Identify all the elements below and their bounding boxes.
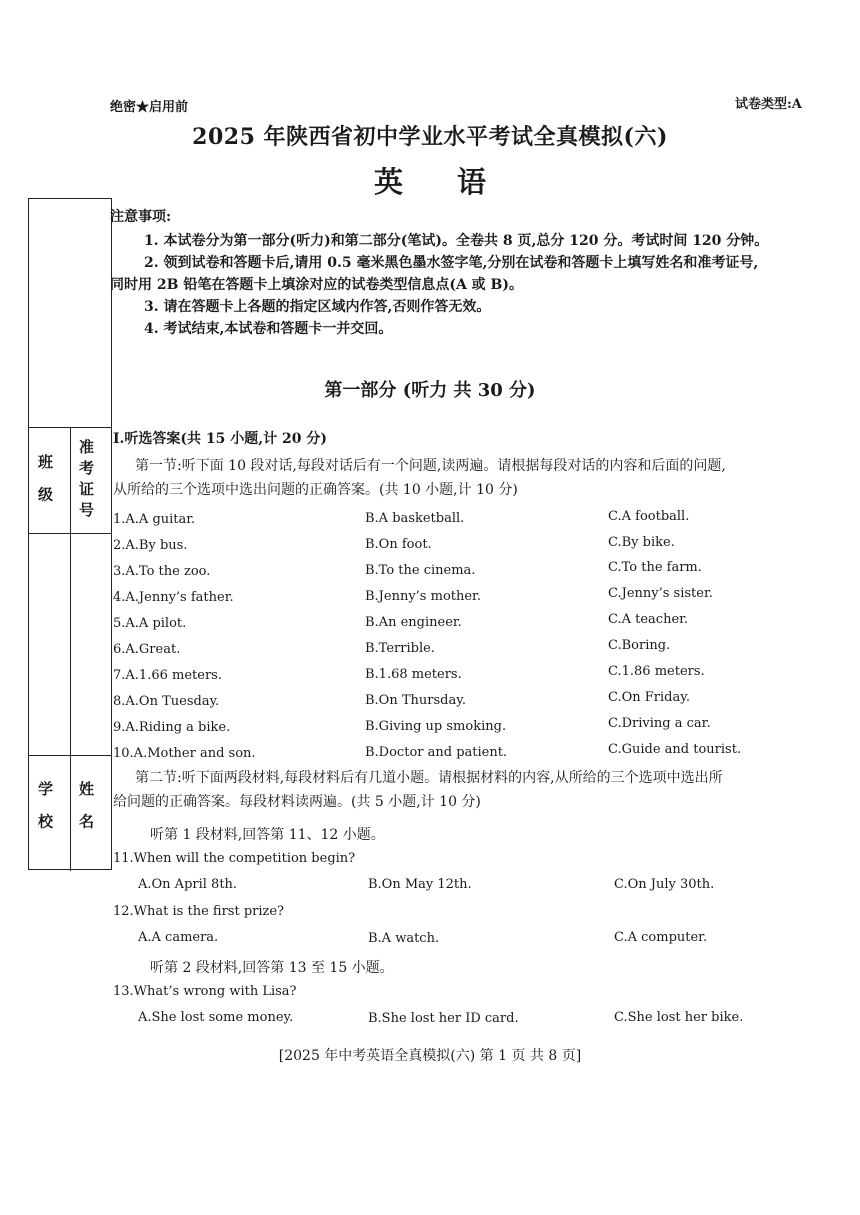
q13-stem: 13.What’s wrong with Lisa? [113,984,297,999]
q11-option-c: C.On July 30th. [614,877,715,892]
q5-option-c: C.A teacher. [608,612,689,627]
q13-option-b: B.She lost her ID card. [368,1011,519,1026]
notice-list [110,230,810,340]
class-label: 班 级 [36,454,54,508]
q7-option-b: B.1.68 meters. [365,667,462,682]
q13-option-c: C.She lost her bike. [614,1010,744,1025]
q9-option-a: 9.A.Riding a bike. [113,720,231,735]
section-heading: Ⅰ.听选答案(共 15 小题,计 20 分) [113,431,328,447]
q6-option-b: B.Terrible. [365,641,435,656]
q7-option-a: 7.A.1.66 meters. [113,668,222,683]
q12-option-c: C.A computer. [614,930,708,945]
instruction-line: 第一节:听下面 10 段对话,每段对话后有一个问题,读两遍。请根据每段对话的内容和后面的问题, [135,458,726,474]
q4-option-c: C.Jenny’s sister. [608,586,713,601]
q8-option-b: B.On Thursday. [365,693,466,708]
page-footer: [2025 年中考英语全真模拟(六) 第 1 页 共 8 页] [278,1048,582,1064]
material1-note: 听第 1 段材料,回答第 11、12 小题。 [150,827,385,843]
q12-option-b: B.A watch. [368,931,440,946]
part-one-title: 第一部分 (听力 共 30 分) [324,380,536,401]
instruction-line: 从所给的三个选项中选出问题的正确答案。(共 10 小题,计 10 分) [113,482,518,498]
q4-option-b: B.Jenny’s mother. [365,589,481,604]
q1-option-a: 1.A.A guitar. [113,512,196,527]
q11-stem: 11.When will the competition begin? [113,851,356,866]
school-label: 学 校 [36,781,54,835]
q8-option-c: C.On Friday. [608,690,690,705]
q10-option-c: C.Guide and tourist. [608,742,742,757]
q9-option-c: C.Driving a car. [608,716,711,731]
q1-option-b: B.A basketball. [365,511,465,526]
notice-label: 注意事项: [110,209,172,225]
notice-item: 1. 本试卷分为第一部分(听力)和第二部分(笔试)。全卷共 8 页,总分 120 分。考试时间 120 分钟。 [144,233,769,249]
q3-option-b: B.To the cinema. [365,563,476,578]
q9-option-b: B.Giving up smoking. [365,719,507,734]
q2-option-a: 2.A.By bus. [113,538,188,553]
q5-option-b: B.An engineer. [365,615,462,630]
q13-option-a: A.She lost some money. [138,1010,294,1025]
instruction-line: 第二节:听下面两段材料,每段材料后有几道小题。请根据材料的内容,从所给的三个选项中选出所 [135,770,723,786]
exam-id-label: 准考证号 [77,439,95,523]
notice-item: 4. 考试结束,本试卷和答题卡一并交回。 [144,321,393,337]
notice-item: 同时用 2B 铅笔在答题卡上填涂对应的试卷类型信息点(A 或 B)。 [110,277,524,293]
q12-option-a: A.A camera. [138,930,219,945]
q8-option-a: 8.A.On Tuesday. [113,694,220,709]
instruction-line: 给问题的正确答案。每段材料读两遍。(共 5 小题,计 10 分) [113,794,481,810]
q10-option-b: B.Doctor and patient. [365,745,508,760]
binding-info-box [28,198,112,870]
q5-option-a: 5.A.A pilot. [113,616,187,631]
paper-type: 试卷类型:A [735,97,802,112]
q4-option-a: 4.A.Jenny’s father. [113,590,234,605]
section1-instructions [113,454,813,502]
confidential-mark: 绝密★启用前 [110,100,189,115]
notice-item: 3. 请在答题卡上各题的指定区域内作答,否则作答无效。 [144,299,491,315]
name-label: 姓 名 [77,781,95,835]
q1-option-c: C.A football. [608,509,690,524]
material2-note: 听第 2 段材料,回答第 13 至 15 小题。 [150,960,394,976]
exam-title: 2025 年陕西省初中学业水平考试全真模拟(六) [192,124,668,150]
q12-stem: 12.What is the first prize? [113,904,285,919]
q6-option-c: C.Boring. [608,638,671,653]
notice-item: 2. 领到试卷和答题卡后,请用 0.5 毫米黑色墨水签字笔,分别在试卷和答题卡上填写姓名和准考证号, [144,255,759,271]
q11-option-a: A.On April 8th. [138,877,238,892]
q7-option-c: C.1.86 meters. [608,664,705,679]
subject-title: 英 语 [373,165,509,199]
q2-option-b: B.On foot. [365,537,432,552]
q11-option-b: B.On May 12th. [368,877,472,892]
q2-option-c: C.By bike. [608,535,675,550]
q6-option-a: 6.A.Great. [113,642,181,657]
section2-instructions [113,766,813,814]
q3-option-a: 3.A.To the zoo. [113,564,211,579]
q3-option-c: C.To the farm. [608,560,702,575]
q10-option-a: 10.A.Mother and son. [113,746,256,761]
